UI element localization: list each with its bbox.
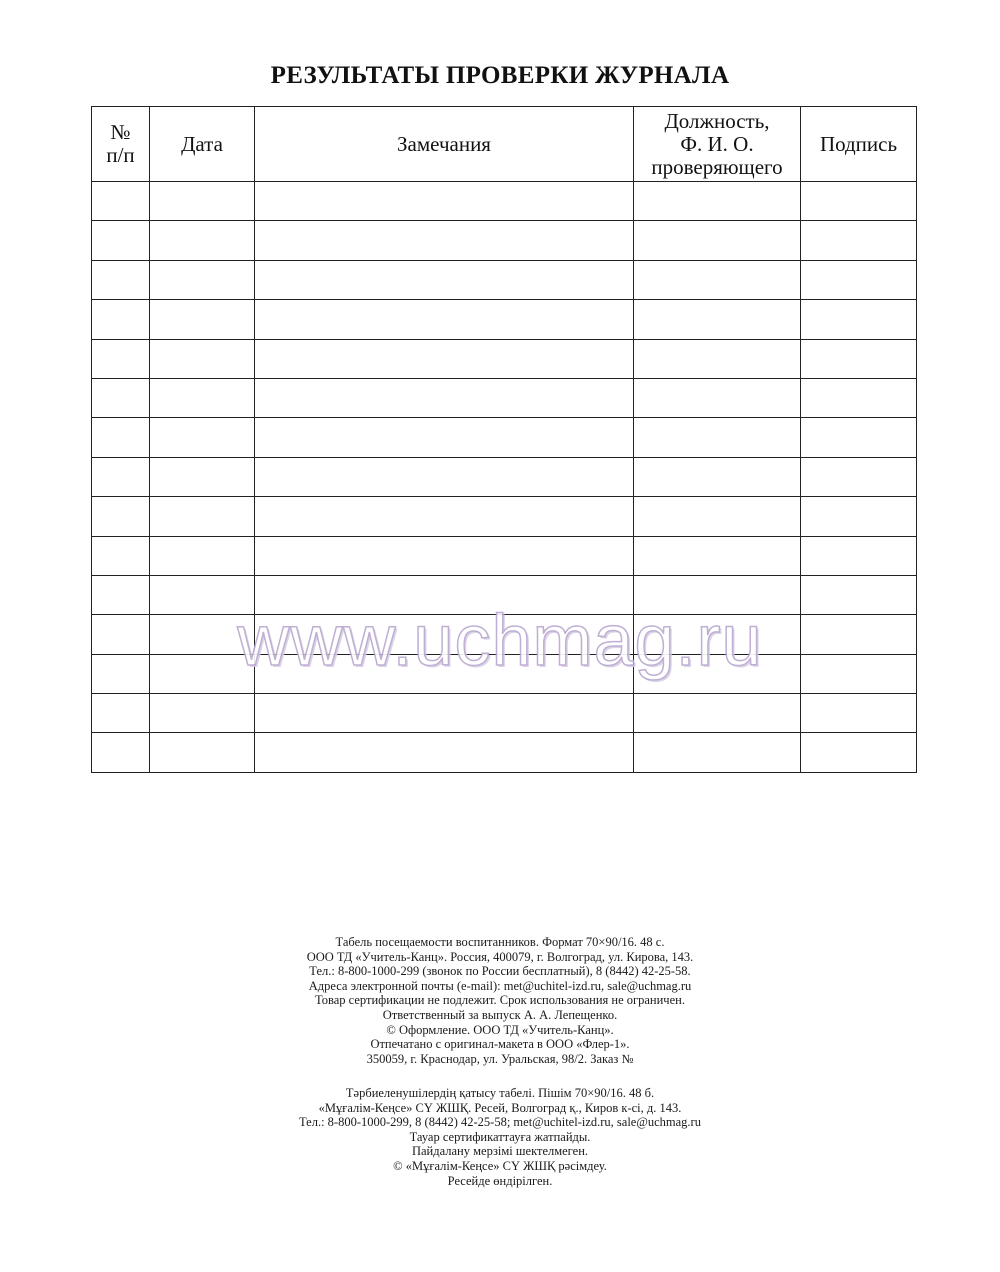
imprint-kz-line: Тәрбиеленушілердің қатысу табелі. Пішім 70×90/16. 48 б. xyxy=(345,1086,655,1100)
cell-remarks xyxy=(255,378,634,417)
header-number-line-1: № xyxy=(110,120,131,144)
imprint-ru-line: Отпечатано с оригинал-макета в ООО «Флер-1». xyxy=(370,1037,630,1052)
header-inspector-line-3: проверяющего xyxy=(651,154,783,179)
header-remarks-label: Замечания xyxy=(397,131,491,156)
table-header-row xyxy=(92,107,917,182)
cell-signature xyxy=(801,536,917,575)
cell-remarks xyxy=(255,694,634,733)
table-row xyxy=(92,182,917,221)
cell-date xyxy=(150,694,255,733)
cell-inspector xyxy=(634,260,801,299)
imprint-ru-line: Тел.: 8-800-1000-299 (звонок по России бесплатный), 8 (8442) 42-25-58. xyxy=(309,964,691,979)
cell-inspector xyxy=(634,182,801,221)
cell-number xyxy=(92,182,150,221)
cell-date xyxy=(150,497,255,536)
cell-signature xyxy=(801,221,917,260)
cell-signature xyxy=(801,182,917,221)
imprint-kz-line: Ресейде өндірілген. xyxy=(447,1173,553,1188)
cell-inspector xyxy=(634,733,801,772)
cell-inspector xyxy=(634,339,801,378)
header-date-label: Дата xyxy=(181,131,223,156)
cell-date xyxy=(150,260,255,299)
cell-date xyxy=(150,300,255,339)
cell-remarks xyxy=(255,536,634,575)
cell-number xyxy=(92,536,150,575)
table-row xyxy=(92,497,917,536)
imprint-ru-line: © Оформление. ООО ТД «Учитель-Канц». xyxy=(386,1022,614,1037)
imprint-kz-line: «Мұғалім-Кеңсе» СҮ ЖШҚ. Ресей, Волгоград қ., Киров к-сі, д. 143. xyxy=(318,1100,682,1115)
cell-remarks xyxy=(255,733,634,772)
cell-date xyxy=(150,221,255,260)
cell-remarks xyxy=(255,260,634,299)
imprint-ru-line: Товар сертификации не подлежит. Срок использования не ограничен. xyxy=(315,993,685,1008)
cell-signature xyxy=(801,300,917,339)
imprint-kz-line: Тел.: 8-800-1000-299, 8 (8442) 42-25-58; met@uchitel-izd.ru, sale@uchmag.ru xyxy=(299,1115,701,1130)
cell-number xyxy=(92,733,150,772)
cell-inspector xyxy=(634,536,801,575)
cell-inspector xyxy=(634,457,801,496)
table-row xyxy=(92,536,917,575)
cell-remarks xyxy=(255,339,634,378)
cell-number xyxy=(92,221,150,260)
cell-inspector xyxy=(634,418,801,457)
imprint-kz-line: Тауар сертификаттауға жатпайды. xyxy=(409,1129,591,1144)
cell-number xyxy=(92,300,150,339)
cell-signature xyxy=(801,260,917,299)
cell-remarks xyxy=(255,457,634,496)
cell-inspector xyxy=(634,497,801,536)
table-row xyxy=(92,260,917,299)
header-inspector-line-2: Ф. И. О. xyxy=(680,131,754,156)
cell-inspector xyxy=(634,221,801,260)
cell-signature xyxy=(801,378,917,417)
cell-number xyxy=(92,694,150,733)
cell-inspector xyxy=(634,378,801,417)
cell-number xyxy=(92,457,150,496)
watermark: www.uchmag.ru xyxy=(237,601,763,681)
imprint-ru-line: 350059, г. Краснодар, ул. Уральская, 98/2. Заказ № xyxy=(366,1051,634,1066)
header-remarks xyxy=(255,107,634,182)
table-row xyxy=(92,418,917,457)
cell-signature xyxy=(801,497,917,536)
header-date xyxy=(150,107,255,182)
cell-remarks xyxy=(255,497,634,536)
cell-date xyxy=(150,457,255,496)
imprint-ru-line: Ответственный за выпуск А. А. Лепещенко. xyxy=(382,1007,618,1022)
cell-remarks xyxy=(255,221,634,260)
cell-remarks xyxy=(255,300,634,339)
header-signature xyxy=(801,107,917,182)
cell-signature xyxy=(801,418,917,457)
imprint-kz-line: © «Мұғалім-Кеңсе» СҮ ЖШҚ рәсімдеу. xyxy=(393,1158,607,1173)
cell-remarks xyxy=(255,182,634,221)
table-row xyxy=(92,457,917,496)
table-row xyxy=(92,694,917,733)
imprint-ru-line: ООО ТД «Учитель-Канц». Россия, 400079, г. Волгоград, ул. Кирова, 143. xyxy=(306,949,694,964)
cell-inspector xyxy=(634,300,801,339)
table-body xyxy=(92,182,917,773)
cell-signature xyxy=(801,339,917,378)
header-signature-label: Подпись xyxy=(819,131,898,156)
table-row xyxy=(92,339,917,378)
cell-inspector xyxy=(634,694,801,733)
cell-date xyxy=(150,339,255,378)
cell-date xyxy=(150,536,255,575)
header-inspector-line-1: Должность, xyxy=(664,108,770,133)
header-inspector xyxy=(634,107,801,182)
page-title: РЕЗУЛЬТАТЫ ПРОВЕРКИ ЖУРНАЛА xyxy=(270,62,730,89)
table-row xyxy=(92,378,917,417)
cell-date xyxy=(150,418,255,457)
cell-number xyxy=(92,339,150,378)
cell-date xyxy=(150,733,255,772)
table-row xyxy=(92,300,917,339)
cell-signature xyxy=(801,457,917,496)
cell-number xyxy=(92,497,150,536)
cell-signature xyxy=(801,733,917,772)
cell-date xyxy=(150,182,255,221)
imprint-russian xyxy=(0,935,1000,1066)
imprint-ru-line: Табель посещаемости воспитанников. Формат 70×90/16. 48 с. xyxy=(335,935,665,949)
imprint-kz-line: Пайдалану мерзімі шектелмеген. xyxy=(411,1144,589,1159)
header-number-line-2: п/п xyxy=(106,143,135,167)
table-row xyxy=(92,733,917,772)
cell-number xyxy=(92,378,150,417)
cell-signature xyxy=(801,694,917,733)
cell-number xyxy=(92,418,150,457)
imprint-kazakh xyxy=(0,1086,1000,1188)
imprint-ru-line: Адреса электронной почты (e-mail): met@uchitel-izd.ru, sale@uchmag.ru xyxy=(308,978,692,993)
cell-number xyxy=(92,260,150,299)
cell-date xyxy=(150,378,255,417)
table-row xyxy=(92,221,917,260)
cell-remarks xyxy=(255,418,634,457)
header-number xyxy=(92,107,150,182)
